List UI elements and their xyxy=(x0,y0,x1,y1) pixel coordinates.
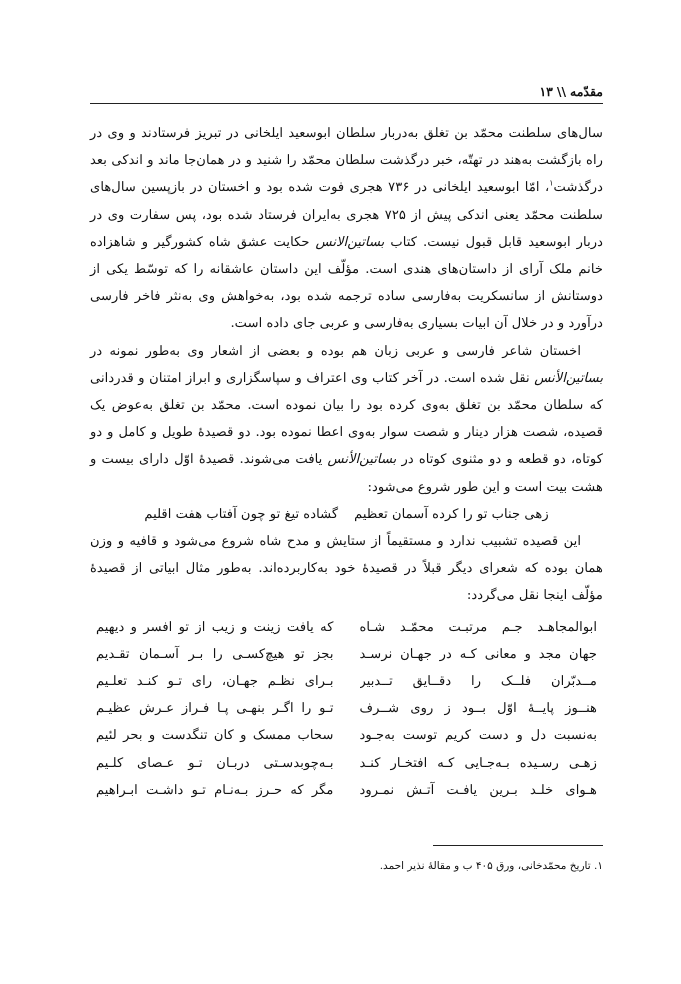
book-title-italic: بساتین‌الأنس xyxy=(327,452,397,468)
header-title: مقدّمه xyxy=(570,83,603,99)
poem-line-6-second: بـه‌چوبدسـتی دربـان تـو عـصای کلـیم xyxy=(96,755,334,771)
poem-line-2-first: جهان مجد و معانی کـه در جهـان نرسـد xyxy=(359,646,597,662)
poem-block xyxy=(90,614,603,804)
footnote-text: تاریخ محمّدخانی، ورق ۴۰۵ ب و مقالۀ نذیر احمد. xyxy=(379,860,591,872)
book-title-italic: بساتین‌الانس xyxy=(315,234,385,250)
poem-line-2-second: بجز تو هیچ‌کسـی را بـر آسـمان تقـدیم xyxy=(96,646,334,662)
paragraph-3: این قصیده تشبیب ندارد و مستقیماً از ستایش و مدح شاه شروع می‌شود و قافیه و وزن همان بوده که شعرای دیگر قبلاً در قصیدۀ خود به‌کاربرده‌اند. به‌طور مثال ابیاتی از قصیدۀ مؤلّف اینجا نقل می‌گردد: xyxy=(90,534,603,604)
poem-line-6-first: زهـی رسـیده بـه‌جـایی کـه افتخـار کنـد xyxy=(359,755,597,771)
poem-line-5-second: سحاب ممسک و کان تنگدست و بحر لئیم xyxy=(96,728,334,744)
footnote xyxy=(90,858,603,874)
page-number: ۱۳ xyxy=(539,83,553,99)
header-separator: \\ xyxy=(556,83,567,99)
opening-verse xyxy=(90,501,603,528)
book-title-italic: بساتین‌الأنس xyxy=(534,370,603,386)
running-header xyxy=(90,80,603,102)
footnote-number: ۱. xyxy=(594,860,603,872)
poem-line-4-second: تـو را اگـر بنهـی پـا فـراز عـرش عظیـم xyxy=(96,701,334,717)
header-divider xyxy=(90,103,603,104)
verse-second-hemistich: گشاده تیغ تو چون آفتاب هفت اقلیم xyxy=(144,506,339,522)
poem-line-1-second: که یافت زینت و زیب از تو افسر و دیهیم xyxy=(96,619,334,635)
poem-line-3-second: بـرای نظـم جهـان، رای تـو کنـد تعلـیم xyxy=(96,674,334,690)
poem-line-7-first: هـوای خلـد بـرین یافـت آتـش نمـرود xyxy=(359,782,597,798)
poem-line-7-second: مگر که حـرز بـه‌نـام تـو داشـت ابـراهیم xyxy=(96,782,334,798)
poem-line-1-first: ابوالمجاهـد جـم مرتبـت محمّـد شـاه xyxy=(359,619,597,635)
footnote-divider xyxy=(433,845,603,846)
poem-line-4-first: هنــوز پایــۀ اوّل بــود ز روی شــرف xyxy=(359,701,597,717)
footnote-marker: ۱ xyxy=(549,179,554,189)
poem-line-5-first: به‌نسبت دل و دست کریم توست به‌جـود xyxy=(359,728,597,744)
paragraph-2: اخستان شاعر فارسی و عربی زبان هم بوده و بعضی از اشعار وی به‌طور نمونه در بساتین‌الأنس نقل شده است. در آخر کتاب وی اعتراف و سپاسگزاری و ابراز امتنان و قدردانی که سلطان محمّد بن تغلق به‌وی کرده بود را بیان نموده است. محمّد بن تغلق به‌عوض یک قصیده، شصت هزار دینار و شصت سوار به‌وی اعطا نموده بود. دو قصیدۀ طویل و کامل و دو کوتاه، دو قطعه و دو مثنوی کوتاه در بساتین‌الأنس یافت می‌شوند. قصیدۀ اوّل دارای بیست و هشت بیت است و این طور شروع می‌شود: xyxy=(90,343,603,495)
poem-line-3-first: مــدبّران فلــک را دقــایق تــدبیر xyxy=(359,674,597,690)
body-text xyxy=(90,120,603,804)
paragraph-1: سال‌های سلطنت محمّد بن تغلق به‌دربار سلطان ابوسعید ایلخانی در تبریز فرستادند و وی در راه بازگشت به‌هند در تهتّه، خبر درگذشت سلطان محمّد را شنید و در همان‌جا ماند و اندکی بعد درگذشت$^۱$، امّا ابوسعید ایلخانی در ۷۳۶ هجری فوت شده بود و اخستان در بازپسین سال‌های سلطنت محمّد یعنی اندکی پیش از ۷۲۵ هجری به‌ایران فرستاد شده بود، پس سفارت وی در دربار ابوسعید قابل قبول نیست. کتاب بساتین‌الانس حکایت عشق شاه کشورگیر و شاهزاده خانم ملک آرای از داستان‌های هندی است. مؤلّف این داستان عاشقانه را که توسّط یکی از دوستانش از سانسکریت به‌فارسی ساده ترجمه شده بود، به‌خواهش وی به‌نثر فاخر فارسی درآورد و در خلال آن ابیات بسیاری به‌فارسی و عربی جای داده است. xyxy=(90,126,604,332)
verse-first-hemistich: زهی جناب تو را کرده آسمان تعظیم xyxy=(354,506,549,522)
